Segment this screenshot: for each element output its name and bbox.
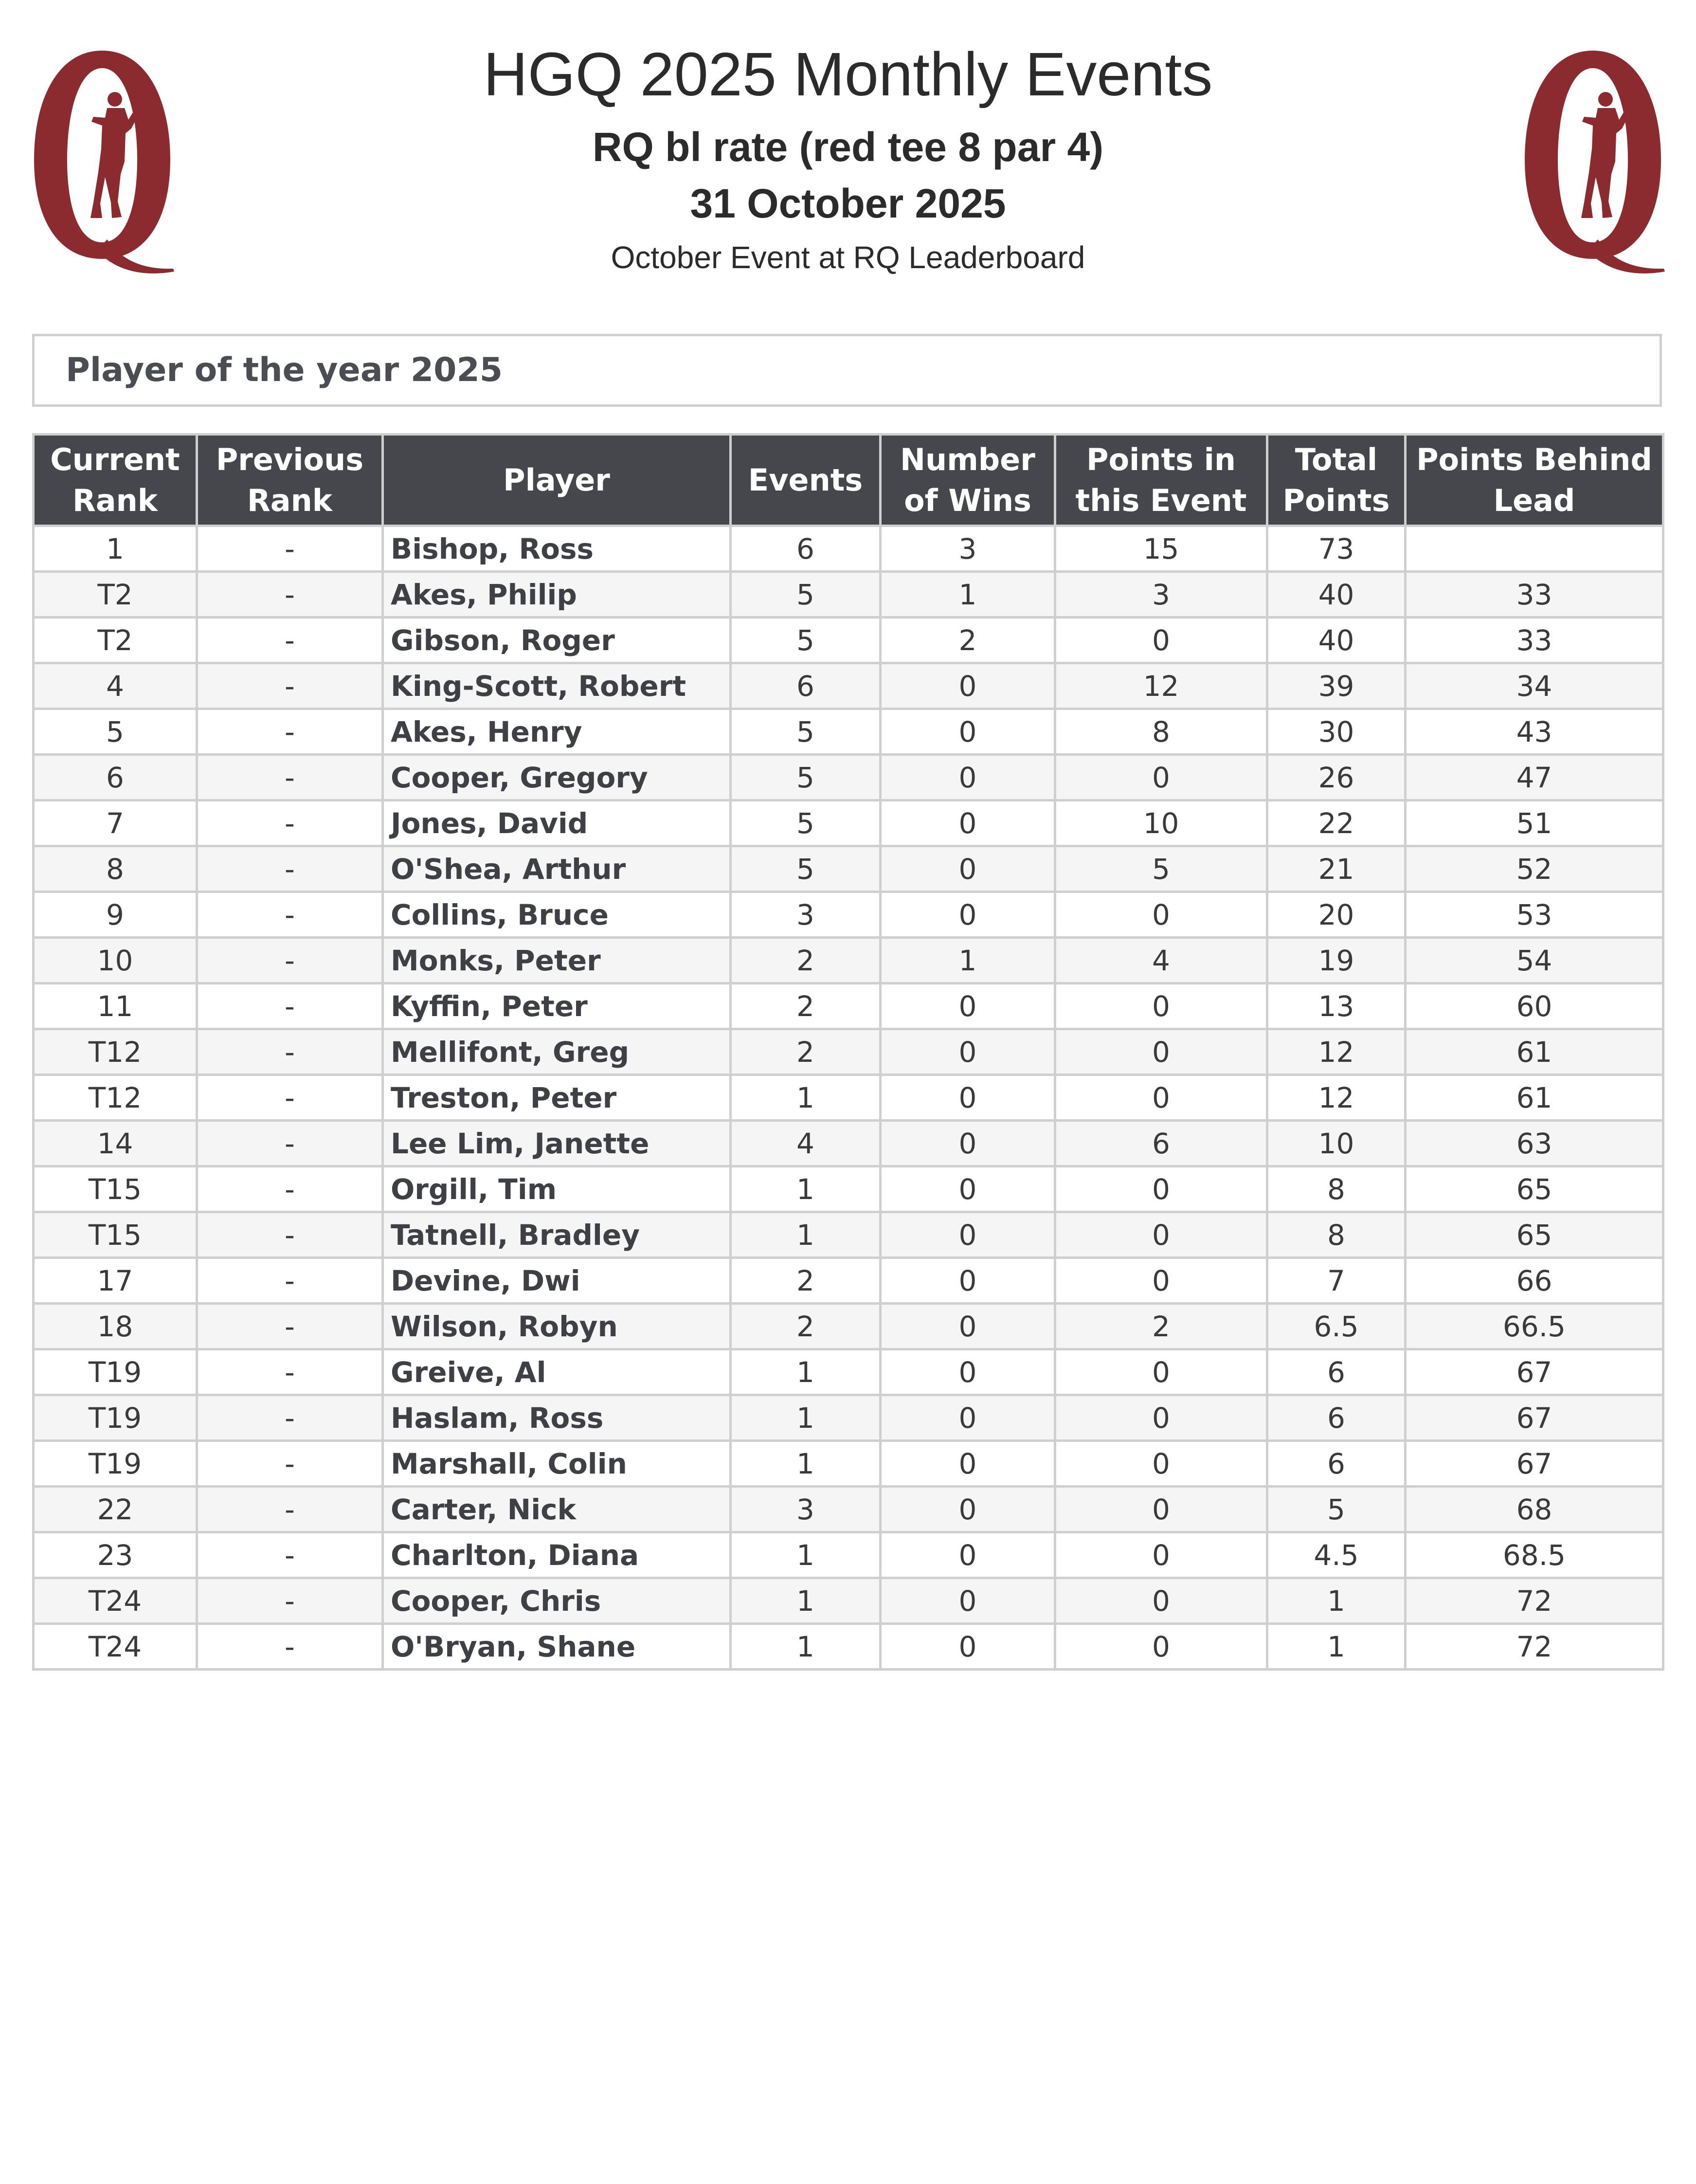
player-name-cell: Orgill, Tim xyxy=(383,1166,731,1212)
column-header-total-points: Total Points xyxy=(1267,435,1406,526)
total-points-cell: 39 xyxy=(1267,663,1406,709)
current-rank-cell: 23 xyxy=(34,1532,197,1578)
event-points-cell: 0 xyxy=(1055,1166,1267,1212)
wins-cell: 0 xyxy=(881,983,1055,1029)
current-rank-cell: 8 xyxy=(34,846,197,892)
event-points-cell: 0 xyxy=(1055,1212,1267,1258)
points-behind-cell: 63 xyxy=(1406,1121,1663,1166)
player-name-cell: Monks, Peter xyxy=(383,938,731,983)
table-row xyxy=(34,1304,1663,1349)
player-name-cell: Cooper, Gregory xyxy=(383,755,731,801)
current-rank-cell: 6 xyxy=(34,755,197,801)
event-points-cell: 0 xyxy=(1055,755,1267,801)
points-behind-cell: 68.5 xyxy=(1406,1532,1663,1578)
total-points-cell: 6 xyxy=(1267,1441,1406,1487)
event-points-cell: 5 xyxy=(1055,846,1267,892)
total-points-cell: 20 xyxy=(1267,892,1406,938)
event-points-cell: 0 xyxy=(1055,983,1267,1029)
events-cell: 5 xyxy=(731,572,881,618)
events-cell: 2 xyxy=(731,983,881,1029)
points-behind-cell: 67 xyxy=(1406,1349,1663,1395)
points-behind-cell: 65 xyxy=(1406,1166,1663,1212)
points-behind-cell: 34 xyxy=(1406,663,1663,709)
total-points-cell: 22 xyxy=(1267,801,1406,846)
event-points-cell: 2 xyxy=(1055,1304,1267,1349)
events-cell: 2 xyxy=(731,1029,881,1075)
points-behind-cell: 52 xyxy=(1406,846,1663,892)
previous-rank-cell: - xyxy=(197,526,383,572)
previous-rank-cell: - xyxy=(197,1624,383,1670)
table-row xyxy=(34,1212,1663,1258)
player-name-cell: O'Bryan, Shane xyxy=(383,1624,731,1670)
previous-rank-cell: - xyxy=(197,1441,383,1487)
previous-rank-cell: - xyxy=(197,1166,383,1212)
table-row xyxy=(34,1624,1663,1670)
current-rank-cell: 7 xyxy=(34,801,197,846)
previous-rank-cell: - xyxy=(197,1121,383,1166)
previous-rank-cell: - xyxy=(197,938,383,983)
wins-cell: 2 xyxy=(881,618,1055,663)
previous-rank-cell: - xyxy=(197,1532,383,1578)
points-behind-cell: 68 xyxy=(1406,1487,1663,1532)
points-behind-cell: 61 xyxy=(1406,1075,1663,1121)
table-row xyxy=(34,1029,1663,1075)
event-points-cell: 15 xyxy=(1055,526,1267,572)
events-cell: 1 xyxy=(731,1624,881,1670)
points-behind-cell: 66.5 xyxy=(1406,1304,1663,1349)
wins-cell: 0 xyxy=(881,1121,1055,1166)
wins-cell: 0 xyxy=(881,663,1055,709)
table-row xyxy=(34,892,1663,938)
wins-cell: 0 xyxy=(881,1075,1055,1121)
player-name-cell: Wilson, Robyn xyxy=(383,1304,731,1349)
current-rank-cell: 4 xyxy=(34,663,197,709)
total-points-cell: 30 xyxy=(1267,709,1406,755)
total-points-cell: 8 xyxy=(1267,1212,1406,1258)
points-behind-cell: 66 xyxy=(1406,1258,1663,1304)
previous-rank-cell: - xyxy=(197,1487,383,1532)
wins-cell: 0 xyxy=(881,801,1055,846)
event-points-cell: 4 xyxy=(1055,938,1267,983)
event-points-cell: 0 xyxy=(1055,1487,1267,1532)
player-name-cell: Lee Lim, Janette xyxy=(383,1121,731,1166)
event-points-cell: 8 xyxy=(1055,709,1267,755)
wins-cell: 0 xyxy=(881,1258,1055,1304)
table-row xyxy=(34,526,1663,572)
events-cell: 6 xyxy=(731,663,881,709)
section-title: Player of the year 2025 xyxy=(66,351,503,389)
points-behind-cell: 33 xyxy=(1406,618,1663,663)
total-points-cell: 7 xyxy=(1267,1258,1406,1304)
current-rank-cell: T2 xyxy=(34,618,197,663)
previous-rank-cell: - xyxy=(197,1029,383,1075)
column-header-previous-rank: Previous Rank xyxy=(197,435,383,526)
player-name-cell: Greive, Al xyxy=(383,1349,731,1395)
player-name-cell: Collins, Bruce xyxy=(383,892,731,938)
player-name-cell: Bishop, Ross xyxy=(383,526,731,572)
previous-rank-cell: - xyxy=(197,709,383,755)
column-header-events: Events xyxy=(731,435,881,526)
player-name-cell: Mellifont, Greg xyxy=(383,1029,731,1075)
event-points-cell: 6 xyxy=(1055,1121,1267,1166)
event-points-cell: 0 xyxy=(1055,618,1267,663)
wins-cell: 1 xyxy=(881,572,1055,618)
event-points-cell: 0 xyxy=(1055,1349,1267,1395)
events-cell: 2 xyxy=(731,938,881,983)
table-row xyxy=(34,1578,1663,1624)
column-header-points-in-event: Points in this Event xyxy=(1055,435,1267,526)
current-rank-cell: 10 xyxy=(34,938,197,983)
previous-rank-cell: - xyxy=(197,983,383,1029)
total-points-cell: 73 xyxy=(1267,526,1406,572)
previous-rank-cell: - xyxy=(197,755,383,801)
wins-cell: 0 xyxy=(881,1578,1055,1624)
table-row xyxy=(34,572,1663,618)
wins-cell: 0 xyxy=(881,755,1055,801)
event-points-cell: 0 xyxy=(1055,1395,1267,1441)
wins-cell: 0 xyxy=(881,709,1055,755)
current-rank-cell: T24 xyxy=(34,1578,197,1624)
wins-cell: 0 xyxy=(881,1349,1055,1395)
event-points-cell: 0 xyxy=(1055,1029,1267,1075)
total-points-cell: 8 xyxy=(1267,1166,1406,1212)
leaderboard-table xyxy=(32,433,1664,1671)
table-row xyxy=(34,1075,1663,1121)
section-header-box xyxy=(32,334,1662,407)
player-name-cell: Akes, Henry xyxy=(383,709,731,755)
points-behind-cell: 72 xyxy=(1406,1624,1663,1670)
events-cell: 5 xyxy=(731,801,881,846)
wins-cell: 0 xyxy=(881,1395,1055,1441)
total-points-cell: 12 xyxy=(1267,1029,1406,1075)
points-behind-cell: 60 xyxy=(1406,983,1663,1029)
events-cell: 6 xyxy=(731,526,881,572)
event-points-cell: 0 xyxy=(1055,892,1267,938)
table-row xyxy=(34,1487,1663,1532)
current-rank-cell: 9 xyxy=(34,892,197,938)
points-behind-cell: 43 xyxy=(1406,709,1663,755)
table-header-row xyxy=(34,435,1663,526)
player-name-cell: O'Shea, Arthur xyxy=(383,846,731,892)
table-row xyxy=(34,618,1663,663)
points-behind-cell xyxy=(1406,526,1663,572)
previous-rank-cell: - xyxy=(197,801,383,846)
total-points-cell: 12 xyxy=(1267,1075,1406,1121)
player-name-cell: King-Scott, Robert xyxy=(383,663,731,709)
column-header-points-behind-lead: Points Behind Lead xyxy=(1406,435,1663,526)
total-points-cell: 19 xyxy=(1267,938,1406,983)
event-points-cell: 0 xyxy=(1055,1578,1267,1624)
points-behind-cell: 67 xyxy=(1406,1395,1663,1441)
previous-rank-cell: - xyxy=(197,663,383,709)
current-rank-cell: 1 xyxy=(34,526,197,572)
player-name-cell: Cooper, Chris xyxy=(383,1578,731,1624)
total-points-cell: 13 xyxy=(1267,983,1406,1029)
player-name-cell: Charlton, Diana xyxy=(383,1532,731,1578)
previous-rank-cell: - xyxy=(197,846,383,892)
player-name-cell: Devine, Dwi xyxy=(383,1258,731,1304)
table-row xyxy=(34,983,1663,1029)
page-title: HGQ 2025 Monthly Events xyxy=(483,40,1213,109)
wins-cell: 0 xyxy=(881,1532,1055,1578)
points-behind-cell: 65 xyxy=(1406,1212,1663,1258)
current-rank-cell: T15 xyxy=(34,1212,197,1258)
wins-cell: 0 xyxy=(881,1166,1055,1212)
wins-cell: 0 xyxy=(881,1487,1055,1532)
current-rank-cell: T19 xyxy=(34,1441,197,1487)
table-row xyxy=(34,663,1663,709)
points-behind-cell: 72 xyxy=(1406,1578,1663,1624)
page-header xyxy=(0,38,1696,279)
leaderboard-body xyxy=(34,526,1663,1670)
column-header-current-rank: Current Rank xyxy=(34,435,197,526)
events-cell: 1 xyxy=(731,1441,881,1487)
current-rank-cell: T12 xyxy=(34,1029,197,1075)
points-behind-cell: 54 xyxy=(1406,938,1663,983)
current-rank-cell: T2 xyxy=(34,572,197,618)
events-cell: 3 xyxy=(731,1487,881,1532)
previous-rank-cell: - xyxy=(197,892,383,938)
points-behind-cell: 53 xyxy=(1406,892,1663,938)
previous-rank-cell: - xyxy=(197,1304,383,1349)
player-name-cell: Marshall, Colin xyxy=(383,1441,731,1487)
table-row xyxy=(34,846,1663,892)
table-row xyxy=(34,1441,1663,1487)
current-rank-cell: 22 xyxy=(34,1487,197,1532)
table-row xyxy=(34,801,1663,846)
events-cell: 5 xyxy=(731,846,881,892)
current-rank-cell: 18 xyxy=(34,1304,197,1349)
previous-rank-cell: - xyxy=(197,1349,383,1395)
events-cell: 1 xyxy=(731,1349,881,1395)
player-name-cell: Haslam, Ross xyxy=(383,1395,731,1441)
points-behind-cell: 61 xyxy=(1406,1029,1663,1075)
events-cell: 3 xyxy=(731,892,881,938)
table-row xyxy=(34,755,1663,801)
event-subtitle: RQ bl rate (red tee 8 par 4) xyxy=(592,124,1104,170)
event-points-cell: 0 xyxy=(1055,1441,1267,1487)
player-name-cell: Gibson, Roger xyxy=(383,618,731,663)
events-cell: 5 xyxy=(731,618,881,663)
total-points-cell: 21 xyxy=(1267,846,1406,892)
points-behind-cell: 47 xyxy=(1406,755,1663,801)
current-rank-cell: T15 xyxy=(34,1166,197,1212)
events-cell: 1 xyxy=(731,1578,881,1624)
wins-cell: 1 xyxy=(881,938,1055,983)
events-cell: 5 xyxy=(731,755,881,801)
previous-rank-cell: - xyxy=(197,1578,383,1624)
player-name-cell: Tatnell, Bradley xyxy=(383,1212,731,1258)
event-points-cell: 0 xyxy=(1055,1075,1267,1121)
points-behind-cell: 67 xyxy=(1406,1441,1663,1487)
event-description: October Event at RQ Leaderboard xyxy=(611,240,1085,275)
current-rank-cell: 14 xyxy=(34,1121,197,1166)
table-row xyxy=(34,709,1663,755)
wins-cell: 0 xyxy=(881,892,1055,938)
events-cell: 1 xyxy=(731,1532,881,1578)
points-behind-cell: 33 xyxy=(1406,572,1663,618)
current-rank-cell: T12 xyxy=(34,1075,197,1121)
wins-cell: 0 xyxy=(881,1304,1055,1349)
player-name-cell: Akes, Philip xyxy=(383,572,731,618)
previous-rank-cell: - xyxy=(197,618,383,663)
events-cell: 4 xyxy=(731,1121,881,1166)
events-cell: 1 xyxy=(731,1212,881,1258)
wins-cell: 0 xyxy=(881,846,1055,892)
table-row xyxy=(34,1166,1663,1212)
event-date: 31 October 2025 xyxy=(690,181,1006,226)
player-name-cell: Jones, David xyxy=(383,801,731,846)
total-points-cell: 40 xyxy=(1267,572,1406,618)
total-points-cell: 40 xyxy=(1267,618,1406,663)
table-row xyxy=(34,1395,1663,1441)
previous-rank-cell: - xyxy=(197,572,383,618)
event-points-cell: 3 xyxy=(1055,572,1267,618)
total-points-cell: 6.5 xyxy=(1267,1304,1406,1349)
current-rank-cell: 11 xyxy=(34,983,197,1029)
table-row xyxy=(34,1532,1663,1578)
total-points-cell: 1 xyxy=(1267,1578,1406,1624)
total-points-cell: 1 xyxy=(1267,1624,1406,1670)
current-rank-cell: T19 xyxy=(34,1349,197,1395)
events-cell: 5 xyxy=(731,709,881,755)
total-points-cell: 10 xyxy=(1267,1121,1406,1166)
wins-cell: 0 xyxy=(881,1624,1055,1670)
table-row xyxy=(34,1258,1663,1304)
events-cell: 1 xyxy=(731,1075,881,1121)
previous-rank-cell: - xyxy=(197,1395,383,1441)
total-points-cell: 6 xyxy=(1267,1349,1406,1395)
wins-cell: 0 xyxy=(881,1029,1055,1075)
player-name-cell: Carter, Nick xyxy=(383,1487,731,1532)
events-cell: 2 xyxy=(731,1304,881,1349)
event-points-cell: 0 xyxy=(1055,1258,1267,1304)
column-header-player: Player xyxy=(383,435,731,526)
table-row xyxy=(34,938,1663,983)
event-points-cell: 0 xyxy=(1055,1624,1267,1670)
events-cell: 2 xyxy=(731,1258,881,1304)
column-header-number-of-wins: Number of Wins xyxy=(881,435,1055,526)
total-points-cell: 5 xyxy=(1267,1487,1406,1532)
total-points-cell: 26 xyxy=(1267,755,1406,801)
events-cell: 1 xyxy=(731,1166,881,1212)
total-points-cell: 4.5 xyxy=(1267,1532,1406,1578)
current-rank-cell: 5 xyxy=(34,709,197,755)
event-points-cell: 10 xyxy=(1055,801,1267,846)
previous-rank-cell: - xyxy=(197,1258,383,1304)
wins-cell: 0 xyxy=(881,1441,1055,1487)
event-points-cell: 0 xyxy=(1055,1532,1267,1578)
previous-rank-cell: - xyxy=(197,1075,383,1121)
player-name-cell: Treston, Peter xyxy=(383,1075,731,1121)
current-rank-cell: T19 xyxy=(34,1395,197,1441)
events-cell: 1 xyxy=(731,1395,881,1441)
wins-cell: 3 xyxy=(881,526,1055,572)
points-behind-cell: 51 xyxy=(1406,801,1663,846)
total-points-cell: 6 xyxy=(1267,1395,1406,1441)
previous-rank-cell: - xyxy=(197,1212,383,1258)
current-rank-cell: T24 xyxy=(34,1624,197,1670)
wins-cell: 0 xyxy=(881,1212,1055,1258)
current-rank-cell: 17 xyxy=(34,1258,197,1304)
event-points-cell: 12 xyxy=(1055,663,1267,709)
table-row xyxy=(34,1121,1663,1166)
player-name-cell: Kyffin, Peter xyxy=(383,983,731,1029)
table-row xyxy=(34,1349,1663,1395)
